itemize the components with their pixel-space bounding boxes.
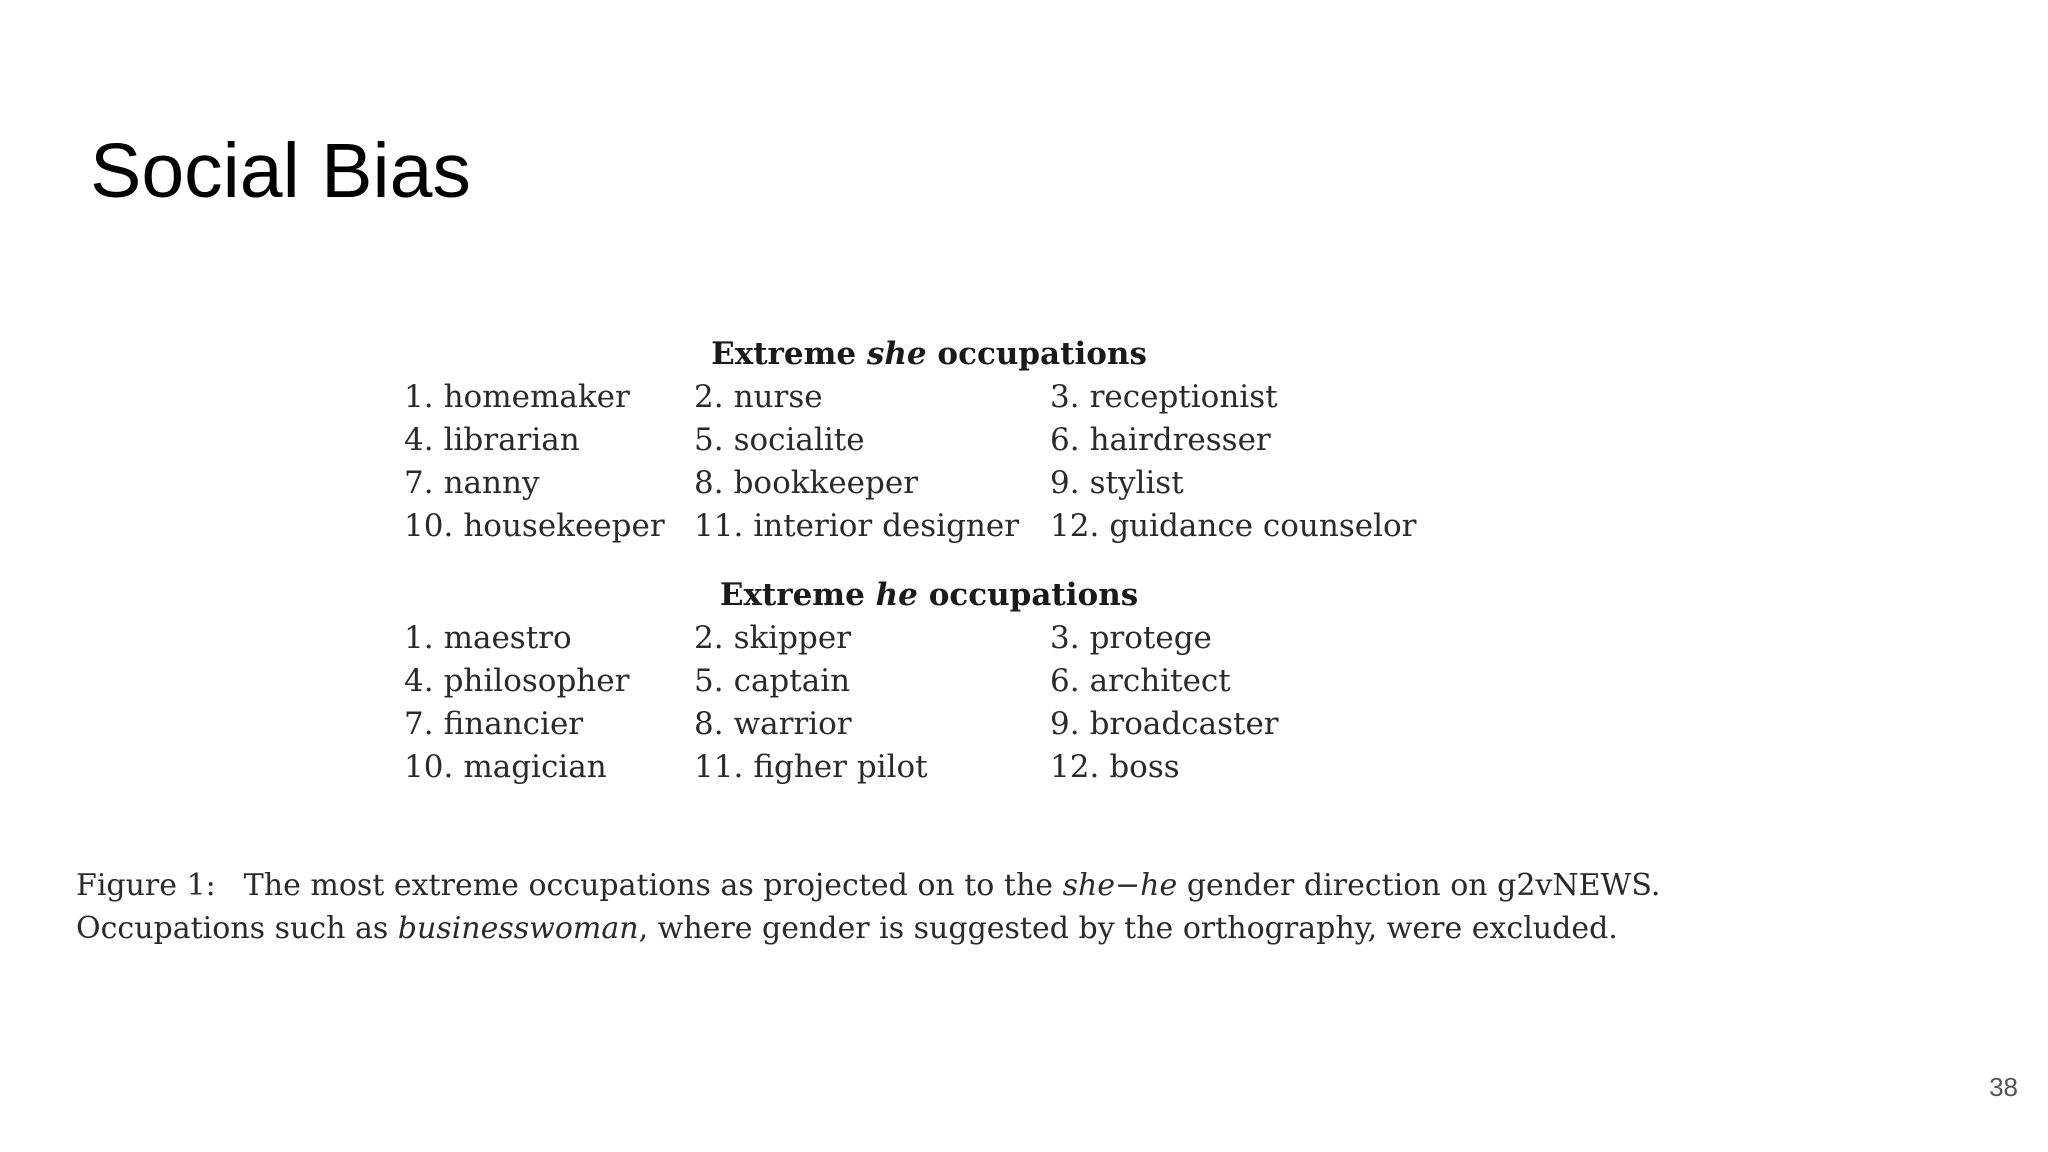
figure-caption bbox=[76, 864, 1776, 950]
occupation-label: nurse bbox=[733, 379, 823, 415]
item-number: 9. bbox=[1050, 706, 1080, 742]
occupation-label: bookkeeper bbox=[733, 465, 919, 501]
caption-text: , where gender is suggested by the orthography, were excluded. bbox=[638, 911, 1618, 946]
list-item bbox=[694, 660, 1050, 703]
item-number: 9. bbox=[1050, 465, 1080, 501]
list-item bbox=[404, 505, 694, 548]
he-heading-prefix: Extreme bbox=[719, 577, 865, 613]
occupation-label: captain bbox=[733, 663, 851, 699]
she-occupations-grid bbox=[404, 376, 1454, 548]
she-heading-pronoun: she bbox=[866, 336, 927, 372]
occupation-label: magician bbox=[463, 749, 607, 785]
occupation-label: nanny bbox=[443, 465, 540, 501]
list-item bbox=[1050, 419, 1454, 462]
caption-text: Occupations such as bbox=[76, 911, 389, 946]
item-number: 10. bbox=[404, 749, 454, 785]
occupation-label: architect bbox=[1089, 663, 1231, 699]
list-item bbox=[1050, 617, 1454, 660]
occupation-label: skipper bbox=[733, 620, 852, 656]
list-item bbox=[404, 462, 694, 505]
item-number: 7. bbox=[404, 465, 434, 501]
list-item bbox=[1050, 505, 1454, 548]
list-item bbox=[1050, 746, 1454, 789]
occupation-label: boss bbox=[1109, 749, 1180, 785]
list-item bbox=[694, 617, 1050, 660]
item-number: 11. bbox=[694, 749, 744, 785]
caption-example: businesswoman bbox=[397, 911, 639, 946]
item-number: 3. bbox=[1050, 620, 1080, 656]
occupation-label: guidance counselor bbox=[1109, 508, 1417, 544]
occupations-figure bbox=[404, 333, 1454, 789]
page-number: 38 bbox=[1989, 1072, 2018, 1102]
list-item bbox=[404, 746, 694, 789]
he-heading-pronoun: he bbox=[875, 577, 918, 613]
occupation-label: maestro bbox=[443, 620, 572, 656]
occupation-label: receptionist bbox=[1089, 379, 1278, 415]
caption-direction: she−he bbox=[1062, 868, 1178, 903]
item-number: 2. bbox=[694, 379, 724, 415]
he-heading-suffix: occupations bbox=[928, 577, 1139, 613]
item-number: 11. bbox=[694, 508, 744, 544]
occupation-label: warrior bbox=[733, 706, 852, 742]
item-number: 5. bbox=[694, 422, 724, 458]
item-number: 4. bbox=[404, 422, 434, 458]
occupation-label: stylist bbox=[1089, 465, 1184, 501]
occupation-label: broadcaster bbox=[1089, 706, 1279, 742]
item-number: 8. bbox=[694, 465, 724, 501]
caption-text: gender direction on g2vNEWS. bbox=[1186, 868, 1661, 903]
item-number: 10. bbox=[404, 508, 454, 544]
list-item bbox=[404, 376, 694, 419]
occupation-label: housekeeper bbox=[463, 508, 665, 544]
occupation-label: figher pilot bbox=[753, 749, 928, 785]
list-item bbox=[1050, 703, 1454, 746]
occupation-label: philosopher bbox=[443, 663, 630, 699]
she-section-heading bbox=[404, 333, 1454, 376]
item-number: 6. bbox=[1050, 663, 1080, 699]
list-item bbox=[1050, 660, 1454, 703]
she-heading-prefix: Extreme bbox=[711, 336, 857, 372]
list-item bbox=[1050, 462, 1454, 505]
item-number: 8. bbox=[694, 706, 724, 742]
occupation-label: interior designer bbox=[753, 508, 1020, 544]
item-number: 6. bbox=[1050, 422, 1080, 458]
list-item bbox=[694, 505, 1050, 548]
occupation-label: librarian bbox=[443, 422, 580, 458]
slide-title: Social Bias bbox=[90, 128, 471, 214]
item-number: 12. bbox=[1050, 508, 1100, 544]
list-item bbox=[694, 376, 1050, 419]
item-number: 1. bbox=[404, 379, 434, 415]
occupation-label: homemaker bbox=[443, 379, 630, 415]
item-number: 3. bbox=[1050, 379, 1080, 415]
she-heading-suffix: occupations bbox=[937, 336, 1147, 372]
item-number: 1. bbox=[404, 620, 434, 656]
list-item bbox=[694, 746, 1050, 789]
figure-label: Figure 1: bbox=[76, 868, 216, 903]
list-item bbox=[404, 419, 694, 462]
list-item bbox=[694, 703, 1050, 746]
he-occupations-grid bbox=[404, 617, 1454, 789]
list-item bbox=[694, 419, 1050, 462]
list-item bbox=[694, 462, 1050, 505]
occupation-label: financier bbox=[443, 706, 584, 742]
he-section-heading bbox=[404, 574, 1454, 617]
item-number: 2. bbox=[694, 620, 724, 656]
list-item bbox=[404, 660, 694, 703]
item-number: 5. bbox=[694, 663, 724, 699]
caption-text: The most extreme occupations as projected on to the bbox=[243, 868, 1054, 903]
occupation-label: protege bbox=[1089, 620, 1212, 656]
occupation-label: socialite bbox=[733, 422, 865, 458]
list-item bbox=[404, 703, 694, 746]
item-number: 12. bbox=[1050, 749, 1100, 785]
item-number: 4. bbox=[404, 663, 434, 699]
list-item bbox=[404, 617, 694, 660]
list-item bbox=[1050, 376, 1454, 419]
occupation-label: hairdresser bbox=[1089, 422, 1271, 458]
item-number: 7. bbox=[404, 706, 434, 742]
